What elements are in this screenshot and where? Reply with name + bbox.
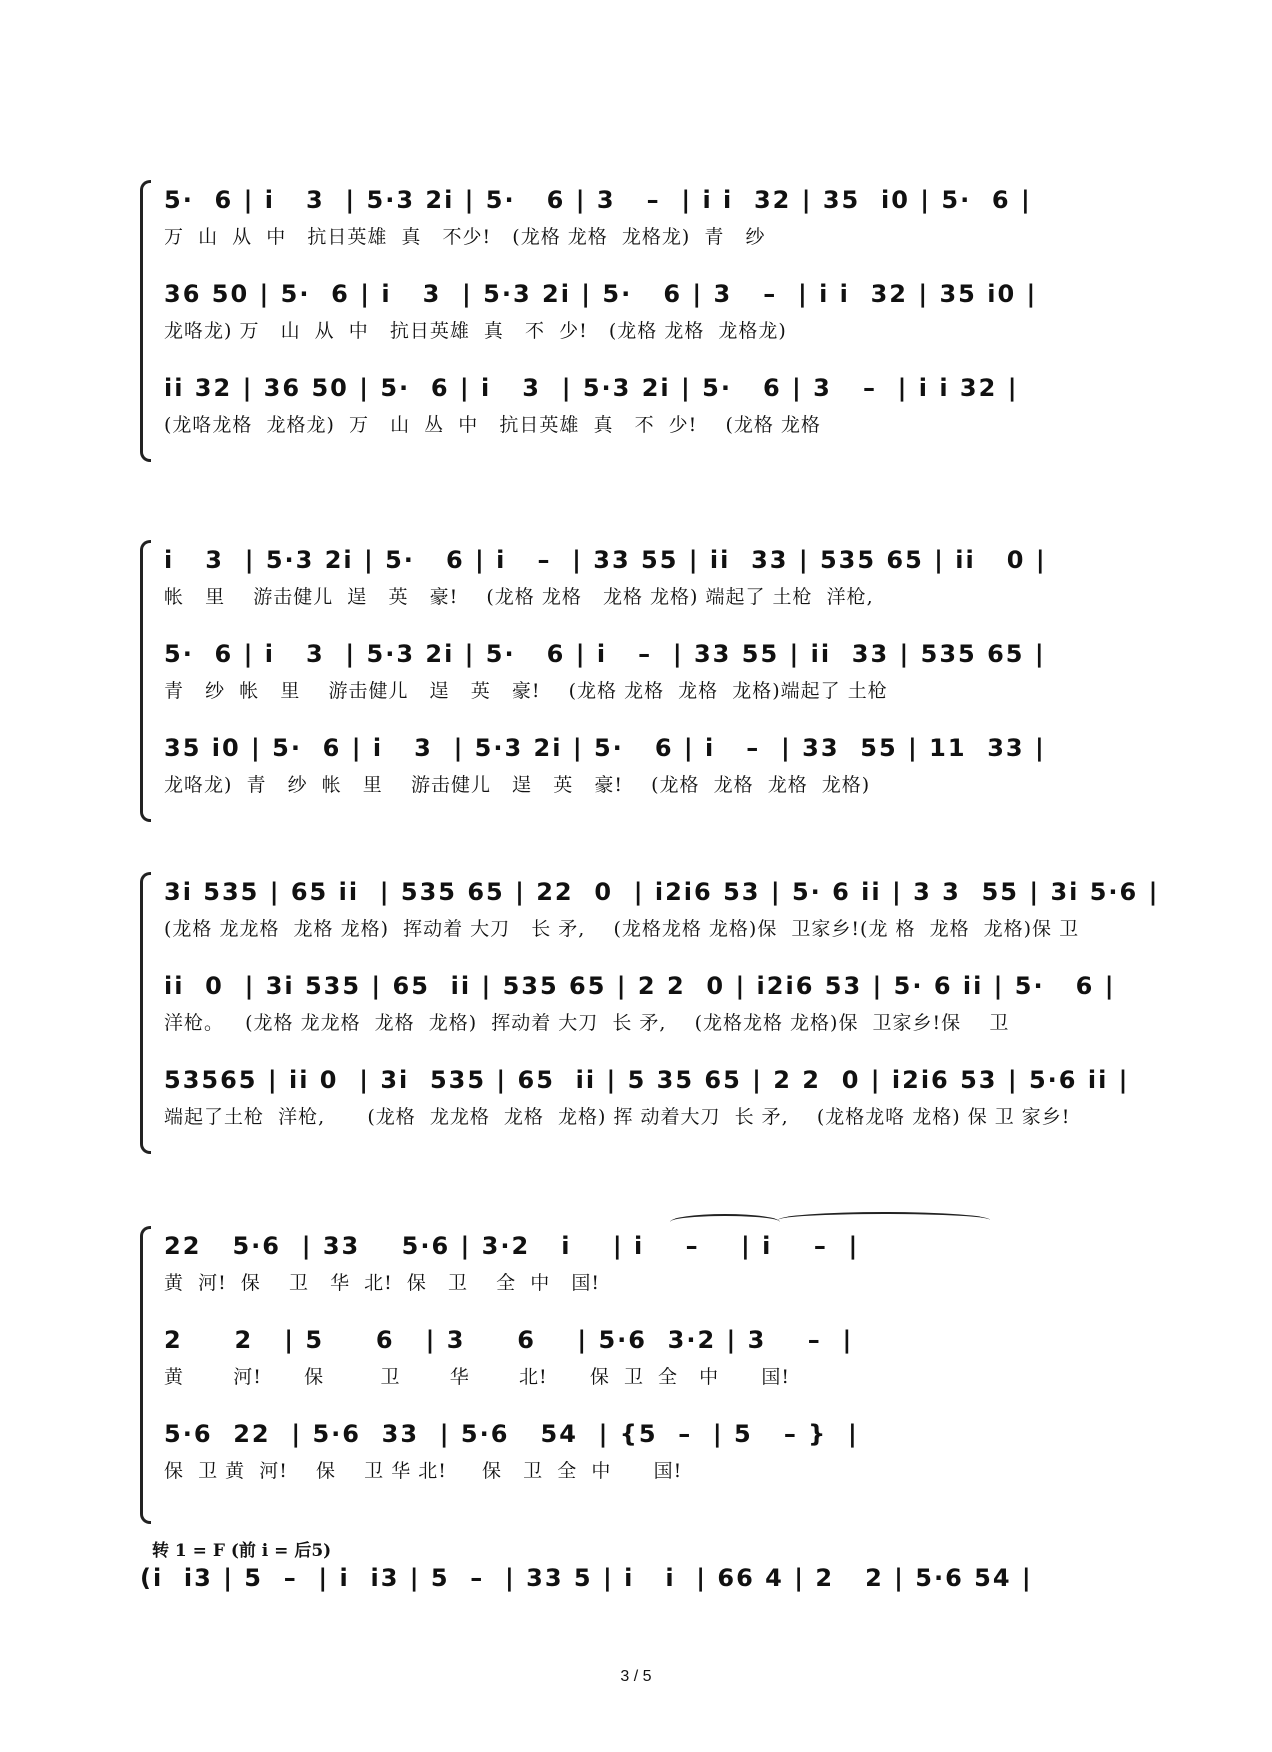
staff-part-3 (150, 1414, 1150, 1524)
staff-part-1 (150, 540, 1150, 634)
lyrics-line: (龙格 龙龙格 龙格 龙格) 挥动着 大刀 长 矛, (龙格龙格 龙格)保 卫家乡!(龙 格 龙格 龙格)保 卫 (164, 918, 1080, 940)
staff-part-2 (150, 966, 1150, 1060)
notes-line: ii 32 | 36 50 | 5· 6 | i 3 | 5·3 2i | 5· 6 | 3 – | i i 32 | (164, 374, 1019, 402)
lyrics-line: (龙咯龙格 龙格龙) 万 山 丛 中 抗日英雄 真 不 少! (龙格 龙格 (164, 414, 821, 436)
staff-part-1 (150, 1226, 1150, 1320)
staff-part-1 (150, 180, 1150, 274)
lyrics-line: 黄 河! 保 卫 华 北! 保 卫 全 中 国! (164, 1272, 600, 1294)
staff-part-1 (150, 872, 1160, 966)
notes-line: 2 2 | 5 6 | 3 6 | 5·6 3·2 | 3 – | (164, 1326, 854, 1354)
lyrics-line: 龙咯龙) 万 山 从 中 抗日英雄 真 不 少! (龙格 龙格 龙格龙) (164, 320, 787, 342)
notes-line: ii 0 | 3i 535 | 65 ii | 535 65 | 2 2 0 | i2i6 53 | 5· 6 ii | 5· 6 | (164, 972, 1116, 1000)
lyrics-line: 端起了土枪 洋枪, (龙格 龙龙格 龙格 龙格) 挥 动着大刀 长 矛, (龙格龙咯 龙格) 保 卫 家乡! (164, 1106, 1071, 1128)
notes-line: 5· 6 | i 3 | 5·3 2i | 5· 6 | i – | 33 55 | ii 33 | 535 65 | (164, 640, 1046, 668)
notes-line: 35 i0 | 5· 6 | i 3 | 5·3 2i | 5· 6 | i – | 33 55 | 11 33 | (164, 734, 1046, 762)
score-system-3 (150, 872, 1160, 1154)
interlude-notes-line: (i i3 | 5 – | i i3 | 5 – | 33 5 | i i | 66 4 | 2 2 | 5·6 54 | (140, 1564, 1033, 1592)
staff-part-3 (150, 728, 1150, 822)
staff-part-2 (150, 1320, 1150, 1414)
lyrics-line: 龙咯龙) 青 纱 帐 里 游击健儿 逞 英 豪! (龙格 龙格 龙格 龙格) (164, 774, 871, 796)
lyrics-line: 洋枪。 (龙格 龙龙格 龙格 龙格) 挥动着 大刀 长 矛, (龙格龙格 龙格)保 卫家乡!保 卫 (164, 1012, 1010, 1034)
notes-line: 3i 535 | 65 ii | 535 65 | 22 0 | i2i6 53 | 5· 6 ii | 3 3 55 | 3i 5·6 | (164, 878, 1160, 906)
notes-line: i 3 | 5·3 2i | 5· 6 | i – | 33 55 | ii 33 | 535 65 | ii 0 | (164, 546, 1047, 574)
notes-line: 36 50 | 5· 6 | i 3 | 5·3 2i | 5· 6 | 3 – | i i 32 | 35 i0 | (164, 280, 1038, 308)
lyrics-line: 黄 河! 保 卫 华 北! 保 卫 全 中 国! (164, 1366, 791, 1388)
staff-part-2 (150, 274, 1150, 368)
score-system-4 (150, 1226, 1150, 1524)
notes-line: 53565 | ii 0 | 3i 535 | 65 ii | 5 35 65 | 2 2 0 | i2i6 53 | 5·6 ii | (164, 1066, 1130, 1094)
lyrics-line: 保 卫 黄 河! 保 卫 华 北! 保 卫 全 中 国! (164, 1460, 683, 1482)
score-system-2 (150, 540, 1150, 822)
score-system-1 (150, 180, 1150, 462)
key-change-marking: 转 1 = F (前 i = 后5) (152, 1541, 332, 1561)
staff-part-3 (150, 368, 1150, 462)
staff-part-3 (150, 1060, 1150, 1154)
notes-line: 22 5·6 | 33 5·6 | 3·2 i | i – | i – | (164, 1232, 860, 1260)
lyrics-line: 万 山 从 中 抗日英雄 真 不少! (龙格 龙格 龙格龙) 青 纱 (164, 226, 766, 248)
lyrics-line: 帐 里 游击健儿 逞 英 豪! (龙格 龙格 龙格 龙格) 端起了 土枪 洋枪, (164, 586, 874, 608)
lyrics-line: 青 纱 帐 里 游击健儿 逞 英 豪! (龙格 龙格 龙格 龙格)端起了 土枪 (164, 680, 888, 702)
notes-line: 5· 6 | i 3 | 5·3 2i | 5· 6 | 3 – | i i 32 | 35 i0 | 5· 6 | (164, 186, 1032, 214)
staff-part-2 (150, 634, 1150, 728)
page-number: 3 / 5 (620, 1668, 652, 1685)
notes-line: 5·6 22 | 5·6 33 | 5·6 54 | {5 – | 5 – } | (164, 1420, 859, 1448)
